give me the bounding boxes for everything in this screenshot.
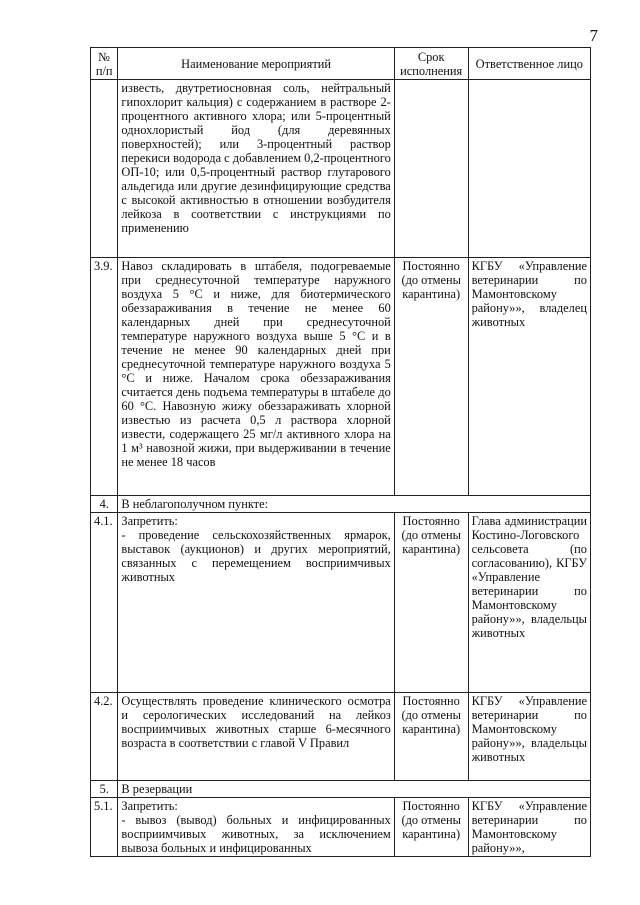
row-resp: КГБУ «Управление ветеринарии по Мамонтовскому району»», владелец животных (468, 258, 590, 496)
table-row (91, 258, 591, 496)
row-num: 4.1. (91, 513, 118, 693)
table-row (91, 693, 591, 781)
row-name (118, 513, 394, 693)
row-num: 3.9. (91, 258, 118, 496)
header-name: Наименование мероприятий (118, 48, 394, 80)
row-term: Постоянно (до отмены карантина) (394, 693, 468, 781)
row-name: Осуществлять проведение клинического осмотра и серологических исследований на лейкоз восприимчивых животных старше 6-месячного возраста в соответствии с главой V Правил (118, 693, 394, 781)
table-row (91, 798, 591, 857)
row-term (394, 80, 468, 258)
page-number: 7 (589, 26, 598, 45)
row-term: Постоянно (до отмены карантина) (394, 798, 468, 857)
row-name-line: - вывоз (вывод) больных и инфицированных восприимчивых животных, за исключением вывоза больных и инфицированных (121, 813, 391, 855)
row-resp: КГБУ «Управление ветеринарии по Мамонтовскому району»», (468, 798, 590, 857)
table-header-row (91, 48, 591, 80)
row-name-line: Запретить: (121, 799, 178, 813)
row-name-line: Запретить: (121, 514, 178, 528)
section-num: 4. (91, 496, 118, 513)
row-num: 5.1. (91, 798, 118, 857)
section-num: 5. (91, 781, 118, 798)
row-name (118, 798, 394, 857)
header-resp: Ответственное лицо (468, 48, 590, 80)
row-resp: КГБУ «Управление ветеринарии по Мамонтовскому району»», владельцы животных (468, 693, 590, 781)
header-num: № п/п (91, 48, 118, 80)
section-title: В резервации (118, 781, 591, 798)
row-term: Постоянно (до отмены карантина) (394, 513, 468, 693)
table-row (91, 80, 591, 258)
header-term: Срок исполнения (394, 48, 468, 80)
row-name: Навоз складировать в штабеля, подогреваемые при среднесуточной температуре наружного воздуха 5 °С и ниже, для биотермического обеззараживания в течение не менее 60 календарных дней при среднесуточной температуре наружного воздуха выше 5 °С и в течение не менее 90 календарных дней при среднесуточной температуре наружного воздуха 5 °С и ниже. Началом срока обеззараживания считается день подъема температуры в штабеле до 60 °С. Навозную жижу обеззараживать хлорной известью из расчета 0,5 л раствора хлорной извести, содержащего 25 мг/л активного хлора на 1 м³ навозной жижи, при выдерживании в течение не менее 18 часов (118, 258, 394, 496)
row-num (91, 80, 118, 258)
measures-table (90, 47, 591, 857)
row-name-line: - проведение сельскохозяйственных ярмарок, выставок (аукционов) и других мероприятий, связанных с перемещением восприимчивых животных (121, 528, 391, 584)
row-resp: Глава администрации Костино-Логовского сельсовета (по согласованию), КГБУ «Управление ветеринарии по Мамонтовскому району»», владельцы животных (468, 513, 590, 693)
table-row (91, 513, 591, 693)
section-title: В неблагополучном пункте: (118, 496, 591, 513)
section-row (91, 496, 591, 513)
row-resp (468, 80, 590, 258)
row-term: Постоянно (до отмены карантина) (394, 258, 468, 496)
row-name: известь, двутретиосновная соль, нейтральный гипохлорит кальция) с содержанием в растворе 2-процентного активного хлора; или 5-процентный однохлористый йод (для деревянных поверхностей); или 3-процентный раствор перекиси водорода с добавлением 0,2-процентного ОП-10; или 0,5-процентный раствор глутарового альдегида или другие дезинфицирующие средства с высокой активностью в отношении возбудителя лейкоза в соответствии с инструкциями по применению (118, 80, 394, 258)
row-num: 4.2. (91, 693, 118, 781)
section-row (91, 781, 591, 798)
